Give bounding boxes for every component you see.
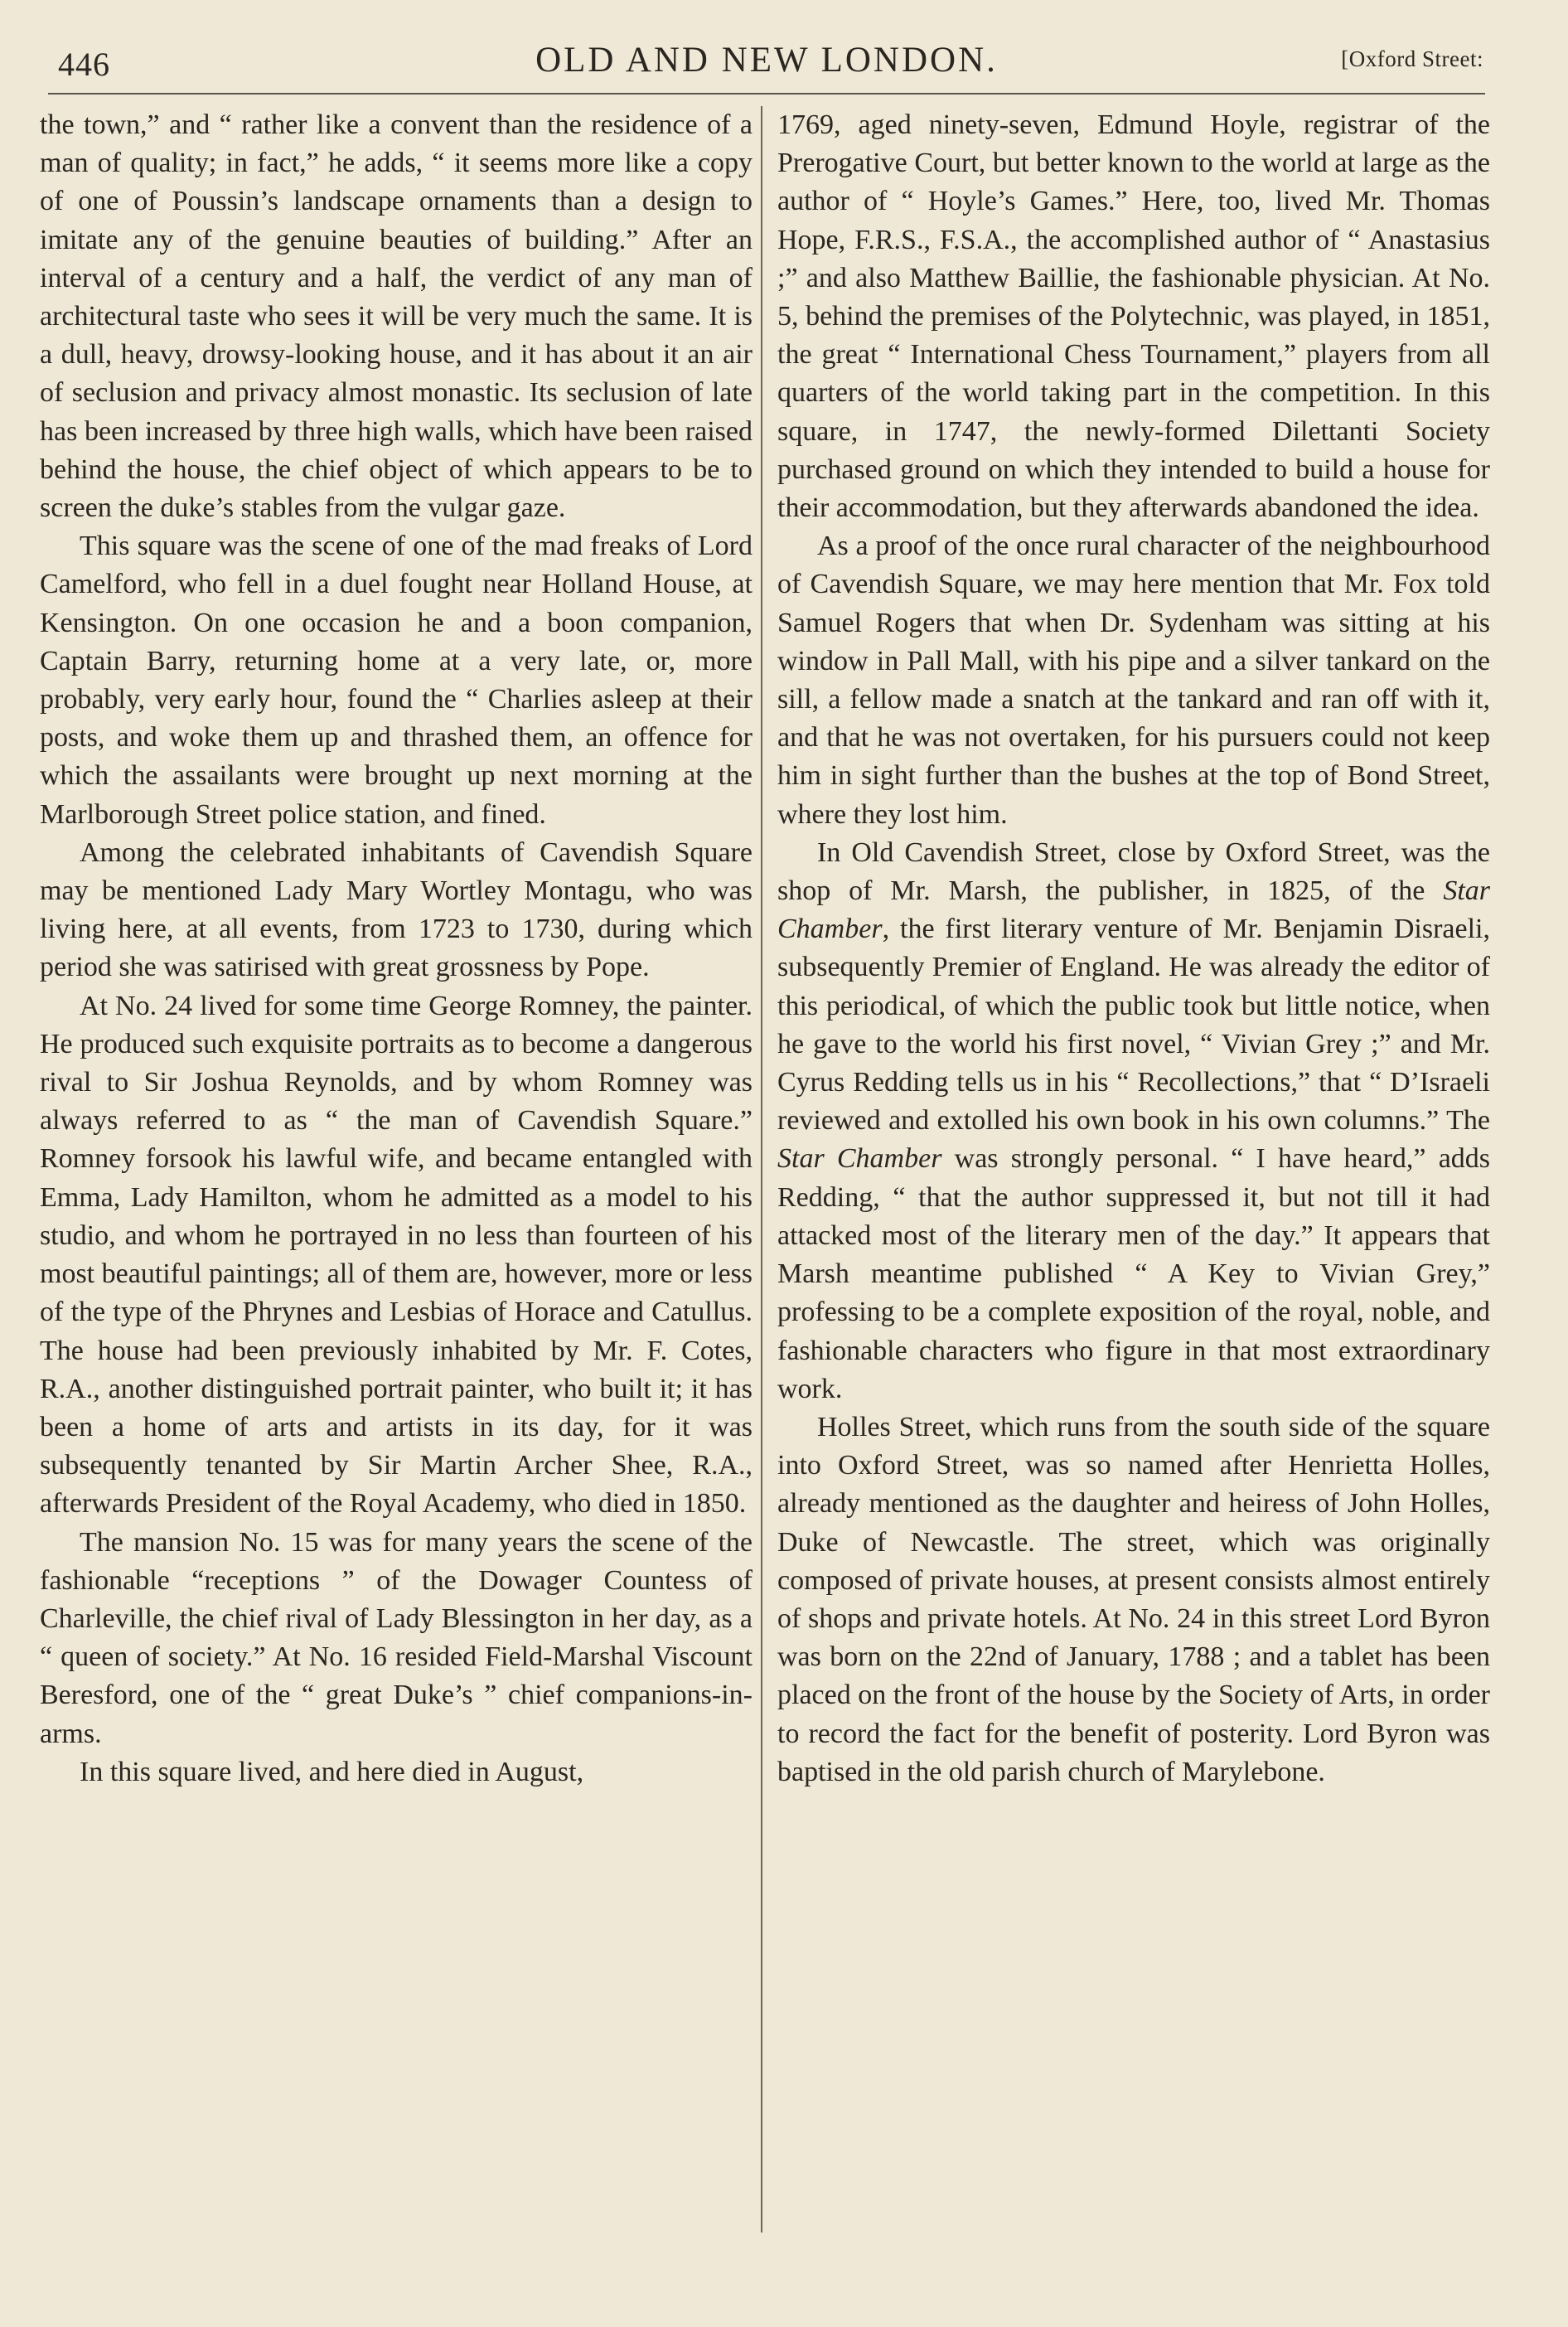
paragraph: At No. 24 lived for some time George Romney, the painter. He produced such exquisite portraits as to become a dangerous rival to Sir Joshua Reynolds, and by whom Romney was always referred to as “ the man of Cavendish Square.” Romney forsook his lawful wife, and became entangled with Emma, Lady Hamilton, whom he admitted as a model to his studio, and whom he portrayed in no less than fourteen of his most beautiful paintings; all of them are, however, more or less of the type of the Phrynes and Lesbias of Horace and Catullus. The house had been previously inhabited by Mr. F. Cotes, R.A., another distinguished portrait painter, who built it; it has been a home of arts and artists in its day, for it was subsequently tenanted by Sir Martin Archer Shee, R.A., afterwards President of the Royal Academy, who died in 1850.	[40, 990, 753, 1520]
italic-title: Star Chamber	[777, 875, 1490, 945]
paragraph: Holles Street, which runs from the south side of the square into Oxford Street, was so named after Henrietta Holles, already mentioned as the daughter and heiress of John Holles, Duke of Newcastle. The street, which was originally composed of private houses, at present consists almost entirely of shops and private hotels. At No. 24 in this street Lord Byron was born on the 22nd of January, 1788 ; and a tablet has been placed on the front of the house by the Society of Arts, in order to record the fact for the benefit of posterity. Lord Byron was baptised in the old parish church of Marylebone.	[777, 1411, 1490, 1787]
page-number: 446	[58, 46, 110, 83]
paragraph: In this square lived, and here died in August,	[80, 1756, 584, 1787]
paragraph-with-italics	[777, 834, 1490, 1408]
paragraph: Among the celebrated inhabitants of Cavendish Square may be mentioned Lady Mary Wortley Montagu, who was living here, at all events, from 1723 to 1730, during which period she was satirised with great grossness by Pope.	[40, 836, 753, 983]
paragraph: the town,” and “ rather like a convent than the residence of a man of quality; in fact,” he adds, “ it seems more like a copy of one of Poussin’s landscape ornaments than a design to imitate any of the genuine beauties of building.” After an interval of a century and a half, the verdict of any man of architectural taste who sees it will be very much the same. It is a dull, heavy, drowsy-looking house, and it has about it an air of seclusion and privacy almost monastic. Its seclusion of late has been increased by three high walls, which have been raised behind the house, the chief object of which appears to be to screen the duke’s stables from the vulgar gaze.	[40, 109, 753, 524]
paragraph-text: , the first literary venture of Mr. Benjamin Disraeli, subsequently Premier of England. He was already the editor of this periodical, of which the public took but little notice, when he gave to the world his first novel, “ Vivian Grey ;” and Mr. Cyrus Redding tells us in his “ Recollections,” that “ D’Israeli reviewed and extolled his own book in his own columns.” The	[777, 914, 1490, 1137]
left-column	[40, 106, 753, 1791]
paragraph-text: In Old Cavendish Street, close by Oxford Street, was the shop of Mr. Marsh, the publisher, in 1825, of the	[777, 836, 1490, 907]
right-column	[777, 106, 1490, 1791]
column-divider	[761, 106, 762, 2232]
running-title: OLD AND NEW LONDON.	[535, 41, 998, 80]
paragraph: The mansion No. 15 was for many years the scene of the fashionable “receptions ” of the Dowager Countess of Charleville, the chief rival of Lady Blessington in her day, as a “ queen of society.” At No. 16 resided Field-Marshal Viscount Beresford, one of the “ great Duke’s ” chief companions-in-arms.	[40, 1526, 753, 1749]
page-header	[50, 32, 1483, 90]
paragraph-text: was strongly personal. “ I have heard,” adds Redding, “ that the author suppressed it, but not till it had attacked most of the literary men of the day.” It appears that Marsh meantime published “ A Key to Vivian Grey,” professing to be a complete exposition of the royal, noble, and fashionable characters who figure in that most extraordinary work.	[777, 1143, 1491, 1404]
paragraph: 1769, aged ninety-seven, Edmund Hoyle, registrar of the Prerogative Court, but better known to the world at large as the author of “ Hoyle’s Games.” Here, too, lived Mr. Thomas Hope, F.R.S., F.S.A., the accomplished author of “ Anastasius ;” and also Matthew Baillie, the fashionable physician. At No. 5, behind the premises of the Polytechnic, was played, in 1851, the great “ International Chess Tournament,” players from all quarters of the world taking part in the competition. In this square, in 1747, the newly-formed Dilettanti Society purchased ground on which they intended to build a house for their accommodation, but they afterwards abandoned the idea.	[777, 109, 1490, 524]
header-rule	[48, 93, 1485, 95]
paragraph: As a proof of the once rural character of the neighbourhood of Cavendish Square, we may here mention that Mr. Fox told Samuel Rogers that when Dr. Sydenham was sitting at his window in Pall Mall, with his pipe and a silver tankard on the sill, a fellow made a snatch at the tankard and ran off with it, and that he was not overtaken, for his pursuers could not keep him in sight further than the bushes at the top of Bond Street, where they lost him.	[777, 531, 1490, 830]
section-label: [Oxford Street:	[1341, 46, 1483, 71]
italic-title: Star Chamber	[777, 1143, 942, 1175]
paragraph: This square was the scene of one of the mad freaks of Lord Camelford, who fell in a duel fought near Holland House, at Kensington. On one occasion he and a boon companion, Captain Barry, returning home at a very late, or, more probably, very early hour, found the “ Charlies asleep at their posts, and woke them up and thrashed them, an offence for which the assailants were brought up next morning at the Marlborough Street police station, and fined.	[40, 531, 753, 830]
